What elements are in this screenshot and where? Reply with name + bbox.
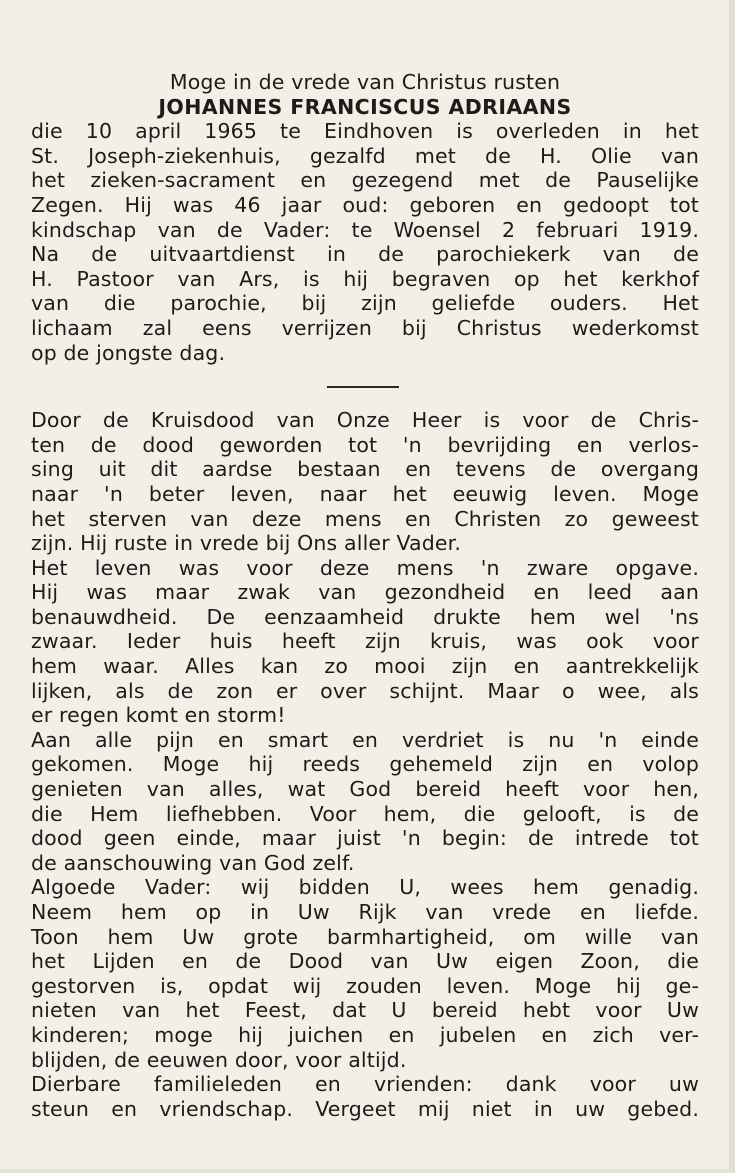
- text-line: nieten van het Feest, dat U bereid hebt voor Uw: [31, 998, 699, 1023]
- text-line: benauwdheid. De eenzaamheid drukte hem wel 'ns: [31, 604, 699, 629]
- text-line: lichaam zal eens verrijzen bij Christus wederkomst: [31, 315, 699, 340]
- text-line: Neem hem op in Uw Rijk van vrede en liefde.: [31, 900, 699, 924]
- text-line: de aanschouwing van God zelf.: [31, 850, 355, 875]
- text-line: naar 'n beter leven, naar het eeuwig leven. Moge: [31, 481, 699, 506]
- text-line: er regen komt en storm!: [31, 703, 286, 728]
- divider-rule: [327, 386, 399, 388]
- text-line: zijn. Hij ruste in vrede bij Ons aller Vader.: [31, 531, 462, 556]
- text-line: van die parochie, bij zijn geliefde ouders. Het: [31, 291, 699, 316]
- text-line: kindschap van de Vader: te Woensel 2 februari 1919.: [31, 217, 699, 242]
- divider-area: [31, 365, 699, 408]
- text-line: Toon hem Uw grote barmhartigheid, om wille van: [31, 924, 699, 949]
- text-line: die Hem liefhebben. Voor hem, die gelooft, is de: [31, 801, 699, 826]
- text-line: het Lijden en de Dood van Uw eigen Zoon, die: [31, 949, 699, 974]
- heading-intro: Moge in de vrede van Christus rusten: [169, 70, 561, 94]
- text-line: het sterven van deze mens en Christen zo geweest: [31, 506, 699, 531]
- text-line: gestorven is, opdat wij zouden leven. Moge hij ge-: [31, 973, 699, 998]
- text-line: dood geen einde, maar juist 'n begin: de intrede tot: [31, 826, 699, 851]
- text-line: Hij was maar zwak van gezondheid en leed aan: [31, 580, 699, 605]
- text-line: het zieken-sacrament en gezegend met de Pauselijke: [31, 168, 699, 193]
- text-line: Zegen. Hij was 46 jaar oud: geboren en gedoopt tot: [31, 192, 699, 217]
- text-line: sing uit dit aardse bestaan en tevens de overgang: [31, 457, 699, 482]
- text-line: Door de Kruisdood van Onze Heer is voor de Chris-: [31, 408, 699, 433]
- text-line: op de jongste dag.: [31, 340, 226, 365]
- text-line: steun en vriendschap. Vergeet mij niet in uw gebed.: [31, 1096, 699, 1121]
- text-line: hem waar. Alles kan zo mooi zijn en aantrekkelijk: [31, 654, 699, 679]
- memorial-text: [31, 70, 699, 1121]
- text-line: die 10 april 1965 te Eindhoven is overleden in het: [31, 119, 699, 144]
- text-line: St. Joseph-ziekenhuis, gezalfd met de H. Olie van: [31, 143, 699, 168]
- text-line: gekomen. Moge hij reeds gehemeld zijn en volop: [31, 752, 699, 777]
- text-line: zwaar. Ieder huis heeft zijn kruis, was ook voor: [31, 629, 699, 654]
- text-line: H. Pastoor van Ars, is hij begraven op het kerkhof: [31, 266, 699, 291]
- text-line: Aan alle pijn en smart en verdriet is nu 'n einde: [31, 727, 699, 752]
- paragraph-biography: [31, 119, 699, 365]
- text-line: Dierbare familieleden en vrienden: dank voor uw: [31, 1072, 699, 1097]
- text-line: lijken, als de zon er over schijnt. Maar o wee, als: [31, 678, 699, 703]
- paragraph-meditation: [31, 408, 699, 1121]
- text-line: ten de dood geworden tot 'n bevrijding en verlos-: [31, 432, 699, 457]
- text-line: genieten van alles, wat God bereid heeft voor hen,: [31, 777, 699, 802]
- text-line: Algoede Vader: wij bidden U, wees hem genadig.: [31, 875, 699, 900]
- text-line: blijden, de eeuwen door, voor altijd.: [31, 1047, 407, 1072]
- text-line: Na de uitvaartdienst in de parochiekerk van de: [31, 242, 699, 267]
- deceased-name: JOHANNES FRANCISCUS ADRIAANS: [158, 94, 572, 119]
- text-line: kinderen; moge hij juichen en jubelen en zich ver-: [31, 1022, 699, 1047]
- text-line: Het leven was voor deze mens 'n zware opgave.: [31, 555, 699, 580]
